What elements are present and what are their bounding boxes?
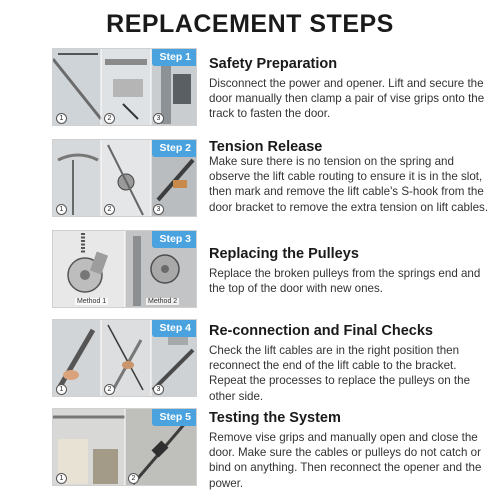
photo-number-3: 3: [153, 113, 164, 124]
method-label-2: Method 2: [148, 298, 178, 305]
photo-number-2: 2: [104, 204, 115, 215]
step-5-photo: [52, 408, 197, 486]
page-title: REPLACEMENT STEPS: [106, 10, 394, 38]
step-description: Replace the broken pulleys from the springs end and the top of the door with new ones.: [209, 267, 481, 296]
photo-number-1: 1: [56, 204, 67, 215]
step-badge: Step 4: [152, 320, 196, 337]
step-3-photo: [52, 230, 197, 308]
photo-number-1: 1: [56, 113, 67, 124]
step-badge: Step 3: [152, 231, 196, 248]
photo-number-3: 3: [153, 384, 164, 395]
photo-number-2: 2: [104, 113, 115, 124]
step-description: Check the lift cables are in the right position then reconnect the end of the lift cable to the bracket. Repeat the processes to replace the pulleys on the other side.: [209, 344, 471, 403]
step-description: Disconnect the power and opener. Lift and secure the door manually then clamp a pair of vise grips onto the track to fasten the door.: [209, 77, 485, 121]
photo-number-3: 3: [153, 204, 164, 215]
step-description: Remove vise grips and manually open and close the door. Make sure the cables or pulleys do not catch or bind on anything. Then reconnect the opener and the power.: [209, 431, 482, 490]
step-heading: Tension Release: [209, 139, 323, 155]
step-heading: Replacing the Pulleys: [209, 246, 359, 262]
step-badge: Step 1: [152, 49, 196, 66]
step-heading: Re-connection and Final Checks: [209, 323, 433, 339]
photo-number-2: 2: [128, 473, 139, 484]
step-badge: Step 2: [152, 140, 196, 157]
photo-number-1: 1: [56, 384, 67, 395]
step-2-photo: [52, 139, 197, 217]
step-heading: Testing the System: [209, 410, 341, 426]
step-badge: Step 5: [152, 409, 196, 426]
step-description: Make sure there is no tension on the spring and observe the lift cable routing to ensure it is in the slot, then mark and remove the lift cable's S-hook from the door bracket to remove the extra tension on lift cables.: [209, 155, 489, 214]
step-4-photo: [52, 319, 197, 397]
method-label-1: Method 1: [77, 298, 107, 305]
step-heading: Safety Preparation: [209, 56, 338, 72]
step-1-photo: [52, 48, 197, 126]
photo-number-2: 2: [104, 384, 115, 395]
photo-number-1: 1: [56, 473, 67, 484]
